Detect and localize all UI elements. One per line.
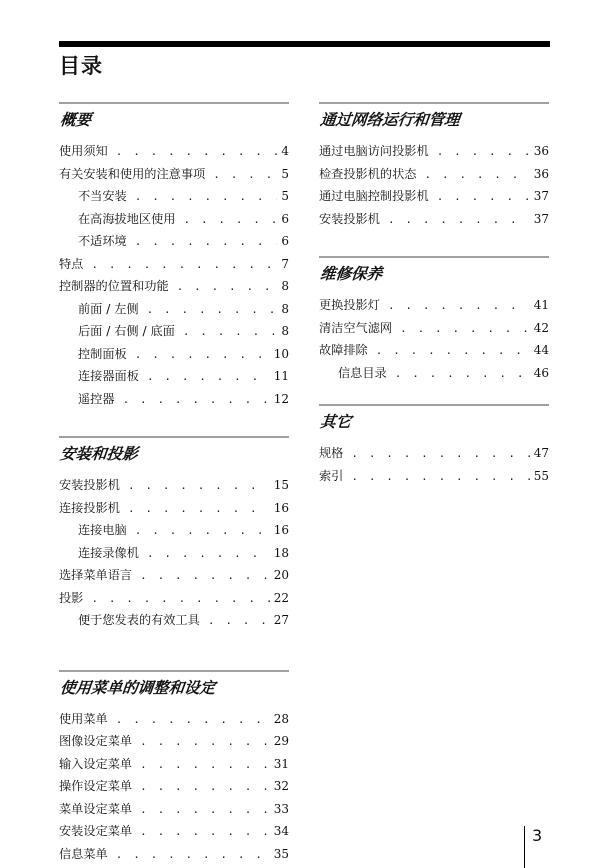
dot-leader xyxy=(140,799,270,822)
toc-entry-label: 特点 xyxy=(59,256,84,271)
toc-subentry[interactable] xyxy=(319,362,549,385)
section-spacer xyxy=(319,384,549,404)
section-title: 概要 xyxy=(59,111,93,129)
section-rule xyxy=(319,256,549,258)
toc-entry-page: 12 xyxy=(273,391,289,406)
dot-leader xyxy=(395,363,530,386)
toc-entry-page: 46 xyxy=(533,365,549,380)
toc-subentry[interactable] xyxy=(59,208,289,231)
toc-entry-page: 37 xyxy=(533,189,549,203)
dot-leader xyxy=(135,231,278,254)
toc-entry-page: 37 xyxy=(533,211,549,226)
toc-entry[interactable] xyxy=(59,587,289,610)
toc-entry[interactable] xyxy=(59,730,289,753)
toc-subentry[interactable] xyxy=(59,185,289,208)
toc-subentry[interactable] xyxy=(59,542,289,565)
dot-leader xyxy=(116,844,270,867)
toc-section xyxy=(59,670,289,866)
toc-entry-page: 18 xyxy=(273,545,289,560)
page-number-rule xyxy=(524,826,525,868)
toc-subentry[interactable] xyxy=(59,230,289,253)
section-title: 其它 xyxy=(319,413,353,431)
toc-entry-label: 连接投影机 xyxy=(59,500,120,515)
dot-leader xyxy=(425,164,530,187)
toc-entry[interactable] xyxy=(319,140,549,163)
dot-leader xyxy=(376,340,530,363)
toc-entry[interactable] xyxy=(319,442,549,465)
toc-entry[interactable] xyxy=(319,465,549,488)
toc-entry-label: 通过电脑访问投影机 xyxy=(319,144,429,158)
section-rule xyxy=(59,436,289,438)
toc-entry-label: 后面 / 右侧 / 底面 xyxy=(78,324,175,338)
toc-entry-label: 在高海拔地区使用 xyxy=(78,211,176,226)
dot-leader xyxy=(135,344,270,367)
dot-leader xyxy=(351,443,529,466)
dot-leader xyxy=(437,186,530,209)
toc-entry[interactable] xyxy=(59,798,289,821)
toc-entry-label: 连接录像机 xyxy=(78,545,139,560)
toc-subentry[interactable] xyxy=(59,320,289,343)
dot-leader xyxy=(400,318,530,341)
dot-leader xyxy=(140,821,270,844)
toc-entry[interactable] xyxy=(59,753,289,776)
toc-entry-page: 22 xyxy=(273,590,289,605)
section-spacer xyxy=(319,230,549,256)
toc-entry-label: 选择菜单语言 xyxy=(59,568,133,582)
toc-entry-label: 控制面板 xyxy=(78,346,127,361)
toc-subentry[interactable] xyxy=(59,388,289,411)
toc-entry-page: 42 xyxy=(533,320,549,335)
toc-entry[interactable] xyxy=(59,140,289,163)
toc-entry[interactable] xyxy=(319,208,549,231)
toc-section xyxy=(319,256,549,384)
toc-entry[interactable] xyxy=(59,275,289,298)
toc-entry-label: 连接电脑 xyxy=(78,523,127,537)
dot-leader xyxy=(177,276,278,299)
toc-entry[interactable] xyxy=(59,843,289,866)
dot-leader xyxy=(135,186,278,209)
toc-entry[interactable] xyxy=(59,253,289,276)
toc-entry-label: 投影 xyxy=(59,590,84,605)
toc-entry-page: 33 xyxy=(273,801,289,816)
toc-entry-label: 使用菜单 xyxy=(59,711,108,726)
toc-subentry[interactable] xyxy=(59,519,289,542)
toc-entry-label: 规格 xyxy=(319,446,344,460)
toc-entry-label: 更换投影灯 xyxy=(319,298,380,312)
toc-entry[interactable] xyxy=(59,163,289,186)
toc-entry-label: 不当安装 xyxy=(78,189,127,203)
toc-entry-page: 16 xyxy=(273,523,289,537)
dot-leader xyxy=(91,588,269,611)
dot-leader xyxy=(116,141,278,164)
dot-leader xyxy=(147,299,278,322)
toc-subentry[interactable] xyxy=(59,609,289,632)
toc-entry-page: 55 xyxy=(533,468,549,483)
dot-leader xyxy=(184,209,278,232)
dot-leader xyxy=(128,498,270,521)
section-spacer xyxy=(59,632,289,670)
toc-column-left xyxy=(59,102,289,865)
toc-entry-page: 6 xyxy=(281,234,289,248)
toc-entry-label: 索引 xyxy=(319,468,344,483)
toc-entry-label: 清洁空气滤网 xyxy=(319,320,393,335)
toc-entry-label: 故障排除 xyxy=(319,343,368,357)
toc-entry-page: 34 xyxy=(273,824,289,838)
dot-leader xyxy=(213,164,277,187)
top-rule xyxy=(59,41,550,47)
toc-entry-page: 31 xyxy=(273,756,289,771)
toc-entry[interactable] xyxy=(59,497,289,520)
toc-entry-page: 27 xyxy=(273,613,289,627)
toc-entry-label: 菜单设定菜单 xyxy=(59,801,133,816)
dot-leader xyxy=(388,209,530,232)
toc-entry-page: 47 xyxy=(533,446,549,460)
dot-leader xyxy=(140,731,270,754)
section-title: 通过网络运行和管理 xyxy=(319,111,461,129)
toc-entry[interactable] xyxy=(59,708,289,731)
toc-section xyxy=(319,404,549,487)
toc-entry[interactable] xyxy=(59,474,289,497)
dot-leader xyxy=(116,709,270,732)
toc-entry-page: 4 xyxy=(281,144,289,158)
dot-leader xyxy=(351,466,529,489)
section-rule xyxy=(59,102,289,104)
toc-entry-page: 10 xyxy=(273,346,289,361)
toc-entry[interactable] xyxy=(319,294,549,317)
section-rule xyxy=(319,102,549,104)
toc-entry-label: 便于您发表的有效工具 xyxy=(78,613,200,627)
toc-entry-page: 8 xyxy=(281,301,289,316)
toc-entry-page: 44 xyxy=(533,343,549,357)
toc-entry-page: 20 xyxy=(273,568,289,582)
dot-leader xyxy=(140,565,270,588)
section-title: 使用菜单的调整和设定 xyxy=(59,678,217,697)
page-title: 目录 xyxy=(59,54,103,78)
toc-entry[interactable] xyxy=(319,339,549,362)
toc-entry[interactable] xyxy=(59,775,289,798)
dot-leader xyxy=(147,366,270,389)
toc-entry-label: 使用须知 xyxy=(59,144,108,158)
toc-entry-page: 5 xyxy=(281,189,289,203)
dot-leader xyxy=(140,776,270,799)
toc-section xyxy=(59,102,289,410)
toc-entry-page: 15 xyxy=(273,478,289,492)
toc-entry-label: 信息菜单 xyxy=(59,846,108,861)
toc-entry-label: 图像设定菜单 xyxy=(59,734,133,748)
toc-entry-label: 操作设定菜单 xyxy=(59,779,133,793)
toc-entry-label: 控制器的位置和功能 xyxy=(59,279,169,293)
dot-leader xyxy=(147,543,270,566)
toc-entry-label: 信息目录 xyxy=(338,365,387,380)
section-rule xyxy=(319,404,549,406)
toc-entry-label: 遥控器 xyxy=(78,391,115,406)
toc-entry-page: 5 xyxy=(281,166,289,181)
dot-leader xyxy=(123,389,270,412)
section-spacer xyxy=(59,410,289,436)
toc-entry[interactable] xyxy=(319,163,549,186)
section-title: 维修保养 xyxy=(319,265,384,283)
toc-subentry[interactable] xyxy=(59,298,289,321)
toc-entry-label: 不适环境 xyxy=(78,234,127,248)
toc-entry-page: 8 xyxy=(281,324,289,338)
toc-entry-page: 29 xyxy=(273,734,289,748)
dot-leader xyxy=(91,254,277,277)
toc-section xyxy=(59,436,289,632)
toc-entry-page: 11 xyxy=(273,369,289,383)
toc-entry-label: 连接器面板 xyxy=(78,369,139,383)
toc-entry-page: 16 xyxy=(273,500,289,515)
toc-entry-label: 通过电脑控制投影机 xyxy=(319,189,429,203)
section-rule xyxy=(59,670,289,672)
dot-leader xyxy=(388,295,530,318)
toc-entry[interactable] xyxy=(59,564,289,587)
dot-leader xyxy=(128,475,270,498)
toc-entry-label: 安装投影机 xyxy=(319,211,380,226)
dot-leader xyxy=(140,754,270,777)
toc-entry-page: 41 xyxy=(533,298,549,312)
toc-entry-page: 8 xyxy=(281,279,289,293)
dot-leader xyxy=(183,321,278,344)
toc-entry[interactable] xyxy=(319,185,549,208)
toc-entry-page: 28 xyxy=(273,711,289,726)
toc-entry-label: 有关安装和使用的注意事项 xyxy=(59,166,206,181)
toc-entry-label: 输入设定菜单 xyxy=(59,756,133,771)
toc-entry-page: 32 xyxy=(273,779,289,793)
toc-entry-page: 35 xyxy=(273,846,289,861)
toc-subentry[interactable] xyxy=(59,365,289,388)
toc-entry-label: 检查投影机的状态 xyxy=(319,166,417,181)
toc-section xyxy=(319,102,549,230)
toc-entry-page: 36 xyxy=(533,166,549,181)
toc-subentry[interactable] xyxy=(59,343,289,366)
toc-entry[interactable] xyxy=(59,820,289,843)
page-number: 3 xyxy=(532,826,543,845)
dot-leader xyxy=(437,141,530,164)
toc-entry-label: 安装设定菜单 xyxy=(59,824,133,838)
toc-column-right xyxy=(319,102,549,487)
toc-entry[interactable] xyxy=(319,317,549,340)
toc-entry-page: 7 xyxy=(281,256,289,271)
toc-entry-page: 6 xyxy=(281,211,289,226)
dot-leader xyxy=(208,610,270,633)
dot-leader xyxy=(135,520,270,543)
toc-entry-page: 36 xyxy=(533,144,549,158)
toc-entry-label: 安装投影机 xyxy=(59,478,120,492)
section-title: 安装和投影 xyxy=(59,445,139,463)
toc-entry-label: 前面 / 左侧 xyxy=(78,301,139,316)
